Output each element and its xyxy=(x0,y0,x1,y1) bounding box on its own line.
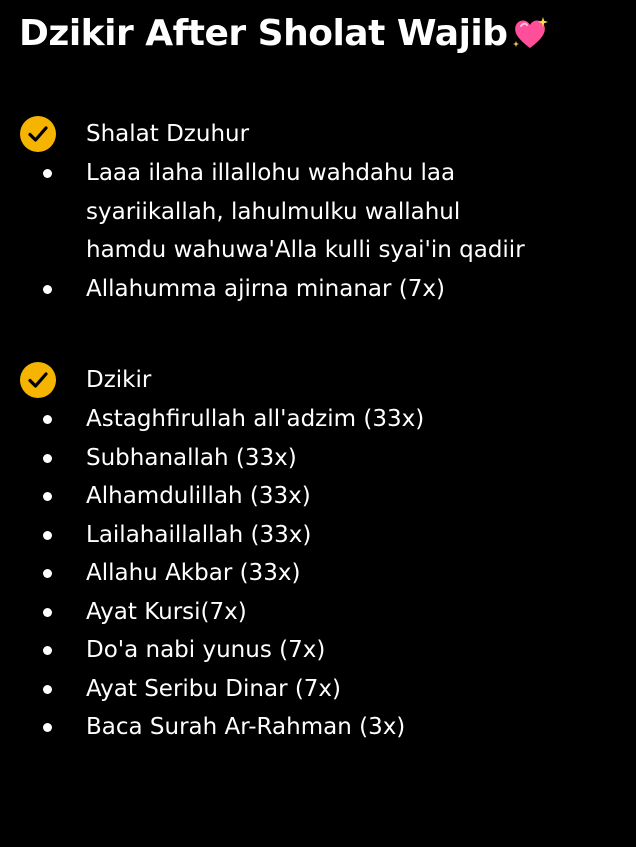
section-title: Dzikir xyxy=(86,367,152,393)
bullet-icon xyxy=(43,492,52,501)
sparkling-heart-icon xyxy=(510,14,550,54)
item-list xyxy=(19,154,619,308)
item-text: Astaghfirullah all'adzim (33x) xyxy=(86,406,425,432)
bullet-icon xyxy=(43,685,52,694)
list-item xyxy=(19,708,546,747)
list-item xyxy=(19,631,546,670)
section-title: Shalat Dzuhur xyxy=(86,121,250,147)
page-title: Dzikir After Sholat Wajib xyxy=(19,13,508,54)
bullet-icon xyxy=(43,646,52,655)
item-text: Allahumma ajirna minanar (7x) xyxy=(86,275,445,302)
list-item xyxy=(19,554,546,593)
item-text: Ayat Seribu Dinar (7x) xyxy=(86,675,342,702)
section-header xyxy=(19,360,619,400)
bullet-icon xyxy=(43,531,52,540)
section-dzikir xyxy=(19,360,619,747)
item-text: Ayat Kursi(7x) xyxy=(86,598,247,625)
list-item xyxy=(19,477,546,516)
item-text: Lailahaillallah (33x) xyxy=(86,521,312,548)
bullet-icon xyxy=(43,454,52,463)
list-item xyxy=(19,516,546,555)
bullet-icon xyxy=(43,415,52,424)
section-shalat-dzuhur xyxy=(19,114,619,308)
bullet-icon xyxy=(43,169,52,178)
list-item xyxy=(19,670,546,709)
list-item xyxy=(19,154,546,270)
list-item xyxy=(19,439,546,478)
bullet-icon xyxy=(43,608,52,617)
list-item xyxy=(19,593,546,632)
item-text: Laaa ilaha illallohu wahdahu laa syariikallah, lahulmulku wallahul hamdu wahuwa'Alla kulli syai'in qadiir xyxy=(86,160,525,263)
section-header xyxy=(19,114,619,154)
title-row xyxy=(19,12,550,56)
list-item xyxy=(19,400,546,439)
list-item xyxy=(19,270,546,309)
check-circle-icon xyxy=(19,361,57,399)
item-text: Allahu Akbar (33x) xyxy=(86,560,301,586)
bullet-icon xyxy=(43,723,52,732)
item-list xyxy=(19,400,619,747)
check-circle-icon xyxy=(19,115,57,153)
item-text: Subhanallah (33x) xyxy=(86,444,297,471)
item-text: Baca Surah Ar-Rahman (3x) xyxy=(86,714,406,740)
item-text: Do'a nabi yunus (7x) xyxy=(86,637,326,663)
bullet-icon xyxy=(43,569,52,578)
item-text: Alhamdulillah (33x) xyxy=(86,483,311,509)
bullet-icon xyxy=(43,285,52,294)
